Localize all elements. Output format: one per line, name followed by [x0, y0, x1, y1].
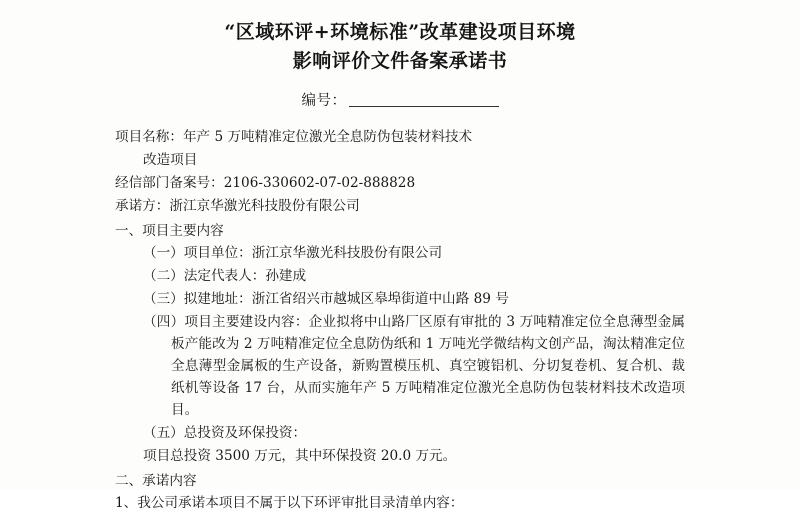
code-value — [349, 91, 499, 107]
section-1-heading: 一、项目主要内容 — [115, 223, 224, 240]
field-record-number-value: 2106-330602-07-02-888828 — [223, 175, 416, 192]
field-promisor-label: 承诺方： — [115, 198, 170, 215]
field-record-number-label: 经信部门备案号： — [115, 175, 224, 192]
section-1-item-2: （二）法定代表人：孙建成 — [143, 268, 307, 285]
document-code-line — [80, 89, 720, 110]
section-2-item-1: 1、我公司承诺本项目不属于以下环评审批目录清单内容： — [115, 495, 464, 512]
section-1-item-5: （五）总投资及环保投资： — [143, 425, 307, 442]
title-line-2: 影响评价文件备案承诺书 — [292, 49, 508, 72]
field-record-number — [115, 172, 685, 194]
field-project-name-cont — [115, 149, 685, 171]
page-title — [80, 18, 720, 75]
section-1-item-5-body: 项目总投资 3500 万元，其中环保投资 20.0 万元。 — [143, 448, 457, 465]
section-1-item-3: （三）拟建地址：浙江省绍兴市越城区皋埠街道中山路 89 号 — [143, 291, 509, 308]
section-1-item-4: （四）项目主要建设内容：企业拟将中山路厂区原有审批的 3 万吨精准定位全息薄型金属板产能改为 2 万吨精准定位全息防伪纸和 1 万吨光学微结构文创产品，淘汰精准定位全息薄型金属板的生产设备，新购置模压机、真空镀铝机、分切复卷机、复合机、裁纸机等设备 17 台，从而实施年产 5 万吨精准定位激光全息防伪包装材料技术改造项目。 — [143, 314, 685, 419]
section-1-item-1: （一）项目单位：浙江京华激光科技股份有限公司 — [143, 245, 443, 262]
field-project-name-label: 项目名称： — [115, 129, 183, 145]
field-project-name — [115, 126, 685, 148]
field-project-name-value: 年产 5 万吨精准定位激光全息防伪包装材料技术 — [182, 129, 473, 145]
field-promisor-value: 浙江京华激光科技股份有限公司 — [169, 198, 360, 215]
field-promisor — [115, 195, 685, 217]
code-label: 编号： — [301, 93, 347, 109]
section-2-heading: 二、承诺内容 — [115, 473, 197, 490]
field-project-name-value-2: 改造项目 — [143, 152, 198, 169]
document-body — [115, 126, 685, 514]
title-line-1: “区域环评+环境标准”改革建设项目环境 — [224, 21, 576, 43]
